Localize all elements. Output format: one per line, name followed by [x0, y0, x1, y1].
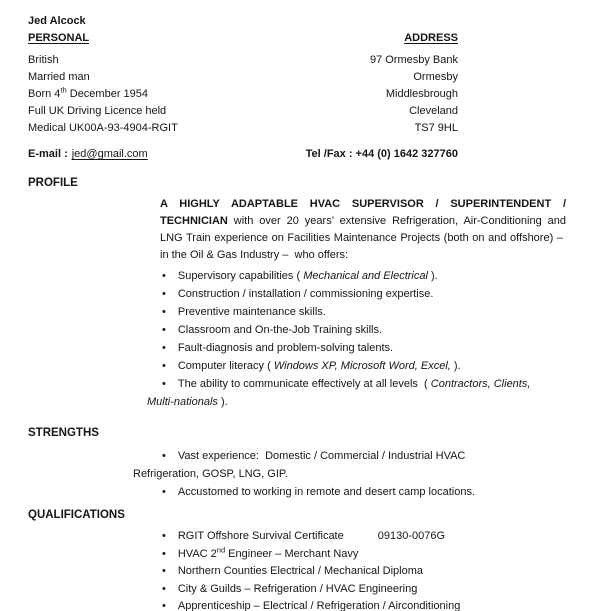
personal-heading: PERSONAL: [28, 32, 90, 44]
column-headings-row: [28, 30, 458, 47]
bullet-text: Computer literacy (: [177, 360, 274, 372]
profile-bullet: [147, 375, 566, 411]
bullet-icon: •: [162, 582, 166, 595]
profile-content: [147, 196, 566, 411]
strengths-section: [28, 425, 609, 501]
qualification-bullet: [147, 528, 609, 546]
detail-row: [28, 120, 458, 137]
birth-date-text: December 1954: [66, 88, 149, 100]
bullet-icon: •: [162, 378, 166, 390]
email-label: E-mail :: [28, 148, 68, 160]
qualifications-heading: QUALIFICATIONS: [28, 509, 125, 521]
qualification-bullet: [147, 581, 609, 599]
bullet-text: ).: [217, 396, 228, 408]
bullet-text: Classroom and On-the-Job Training skills.: [177, 324, 383, 336]
strengths-heading: STRENGTHS: [28, 427, 99, 439]
bullet-text: City & Guilds – Refrigeration / HVAC Engineering: [177, 582, 418, 595]
bullet-icon: •: [162, 547, 166, 560]
bullet-text: The ability to communicate effectively at all levels (: [177, 378, 431, 390]
ordinal-suffix: nd: [216, 544, 226, 554]
bullet-icon: •: [162, 565, 166, 577]
detail-row: [28, 86, 458, 103]
bullet-text: Accustomed to working in remote and desert camp locations.: [177, 486, 476, 498]
bullet-italic: Windows XP, Microsoft Word, Excel,: [273, 360, 451, 372]
qualification-bullet: [147, 546, 609, 564]
strengths-bullet: [133, 483, 609, 501]
qualifications-section: [28, 507, 609, 611]
profile-section: [28, 175, 609, 411]
driving-licence: Full UK Driving Licence held: [28, 105, 167, 117]
strengths-bullet-list: [133, 447, 609, 501]
bullet-icon: •: [162, 324, 166, 336]
profile-summary-bold: A HIGHLY ADAPTABLE HVAC SUPERVISOR / SUPERINTENDENT / TECHNICIAN: [160, 198, 566, 227]
marital-status: Married man: [28, 71, 90, 83]
contact-row: [28, 146, 458, 163]
bullet-icon: •: [162, 288, 166, 300]
bullet-text: Refrigeration, GOSP, LNG, GIP.: [133, 468, 288, 480]
qualifications-bullet-list: [147, 528, 609, 611]
bullet-text: Vast experience: Domestic / Commercial / Industrial HVAC: [177, 450, 466, 462]
email-field: [28, 146, 148, 163]
bullet-italic: Contractors, Clients,: [430, 378, 531, 390]
bullet-text: Northern Counties Electrical / Mechanical Diploma: [177, 565, 424, 577]
profile-heading: PROFILE: [28, 177, 78, 189]
birth-date: [28, 86, 148, 103]
bullet-icon: •: [162, 360, 166, 372]
address-line: Middlesbrough: [385, 88, 458, 100]
detail-row: [28, 103, 458, 120]
bullet-icon: •: [162, 270, 166, 282]
qualification-bullet: [147, 563, 609, 581]
bullet-text: ).: [427, 270, 438, 282]
bullet-icon: •: [162, 486, 166, 498]
telfax: Tel /Fax : +44 (0) 1642 327760: [305, 148, 458, 160]
qualification-bullet: [147, 598, 609, 611]
bullet-text: Supervisory capabilities (: [177, 270, 304, 282]
bullet-text: Engineer – Merchant Navy: [225, 547, 359, 560]
ordinal-suffix: th: [60, 85, 67, 95]
person-name: Jed Alcock: [28, 15, 86, 27]
name-row: [28, 13, 458, 30]
profile-bullet: [147, 339, 566, 357]
profile-bullet: [147, 267, 566, 285]
bullet-text: Preventive maintenance skills.: [177, 306, 326, 318]
header-section: [28, 13, 458, 163]
bullet-icon: •: [162, 600, 166, 611]
bullet-icon: •: [162, 450, 166, 462]
address-heading: ADDRESS: [404, 32, 458, 44]
profile-bullet: [147, 357, 566, 375]
profile-bullet: [147, 285, 566, 303]
bullet-italic: Multi-nationals: [147, 396, 218, 408]
bullet-icon: •: [162, 530, 166, 542]
bullet-italic: Mechanical and Electrical: [303, 270, 428, 282]
bullet-text: Fault-diagnosis and problem-solving talents.: [177, 342, 394, 354]
profile-summary: [160, 196, 566, 264]
bullet-text: Construction / installation / commissioning expertise.: [177, 288, 434, 300]
profile-bullet: [147, 321, 566, 339]
birth-date-text: Born 4: [28, 88, 61, 100]
profile-bullet-list: [147, 267, 566, 411]
bullet-icon: •: [162, 306, 166, 318]
profile-bullet: [147, 303, 566, 321]
strengths-bullet: [133, 447, 609, 483]
address-line: TS7 9HL: [414, 122, 458, 134]
bullet-icon: •: [162, 342, 166, 354]
address-line: Cleveland: [409, 105, 458, 117]
profile-summary-rest: with over 20 years’ extensive Refrigeration, Air-Conditioning and LNG Train experience on Facilities Maintenance Projects (both on and offshore) – in the Oil & Gas Industry – who offers:: [160, 215, 566, 261]
bullet-text: Apprenticeship – Electrical / Refrigeration / Airconditioning: [177, 600, 461, 611]
detail-row: [28, 52, 458, 69]
medical-cert: Medical UK00A-93-4904-RGIT: [28, 122, 178, 134]
email-link[interactable]: jed@gmail.com: [71, 148, 148, 160]
detail-row: [28, 69, 458, 86]
certificate-number: 09130-0076G: [377, 530, 446, 542]
address-line: 97 Ormesby Bank: [369, 54, 458, 66]
bullet-text: HVAC 2: [177, 547, 217, 560]
bullet-text: RGIT Offshore Survival Certificate: [177, 530, 344, 542]
nationality: British: [28, 54, 59, 66]
address-line: Ormesby: [413, 71, 458, 83]
bullet-text: ).: [450, 360, 461, 372]
